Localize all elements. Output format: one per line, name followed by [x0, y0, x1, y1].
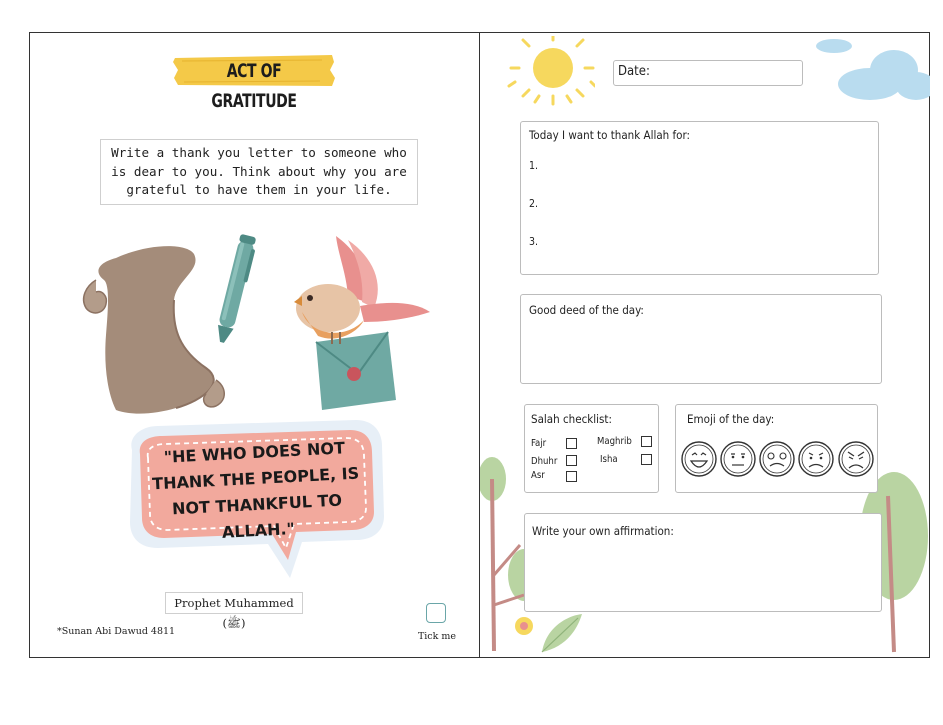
fajr-checkbox[interactable]	[566, 438, 577, 449]
emoji-title: Emoji of the day:	[687, 412, 775, 426]
prayer-label-maghrib: Maghrib	[597, 436, 632, 447]
dhuhr-checkbox[interactable]	[566, 455, 577, 466]
prayer-label-dhuhr: Dhuhr	[531, 456, 558, 467]
quote-text: "HE WHO DOES NOT THANK THE PEOPLE, IS NOT THANKFUL TO ALLAH."	[151, 438, 360, 542]
date-label: Date:	[618, 64, 650, 79]
prompt-text: Write a thank you letter to someone who is dear to you. Think about why you are grateful to have them in your life.	[100, 139, 418, 205]
good-deed-title: Good deed of the day:	[529, 303, 644, 317]
salah-checklist-title: Salah checklist:	[531, 412, 612, 426]
thank-allah-box[interactable]	[520, 121, 879, 275]
thank-item-2: 2.	[529, 198, 539, 210]
thank-item-3: 3.	[529, 236, 539, 248]
thank-item-1: 1.	[529, 160, 539, 172]
pen-illustration	[205, 230, 265, 350]
page-title: ACT OF GRATITUDE	[211, 60, 297, 112]
tick-me-checkbox[interactable]	[426, 603, 446, 623]
flower-leaf-illustration	[510, 608, 586, 658]
angry-face-icon[interactable]	[839, 442, 873, 476]
asr-checkbox[interactable]	[566, 471, 577, 482]
isha-checkbox[interactable]	[641, 454, 652, 465]
sun-icon	[505, 36, 595, 106]
thank-allah-title: Today I want to thank Allah for:	[529, 128, 691, 142]
hadith-source: *Sunan Abi Dawud 4811	[57, 626, 176, 637]
maghrib-checkbox[interactable]	[641, 436, 652, 447]
prayer-label-asr: Asr	[531, 470, 545, 481]
worried-face-icon[interactable]	[760, 442, 794, 476]
quote-attribution: Prophet Muhammed (ﷺ)	[165, 592, 303, 614]
neutral-face-icon[interactable]	[721, 442, 755, 476]
bird-envelope-illustration	[288, 232, 438, 414]
laughing-face-icon[interactable]	[682, 442, 716, 476]
cloud-icon	[812, 36, 930, 104]
affirmation-title: Write your own affirmation:	[532, 524, 674, 538]
prayer-label-fajr: Fajr	[531, 438, 547, 449]
tick-me-label: Tick me	[417, 631, 457, 642]
prayer-label-isha: Isha	[600, 454, 618, 465]
emoji-row	[680, 439, 876, 479]
sad-face-icon[interactable]	[799, 442, 833, 476]
